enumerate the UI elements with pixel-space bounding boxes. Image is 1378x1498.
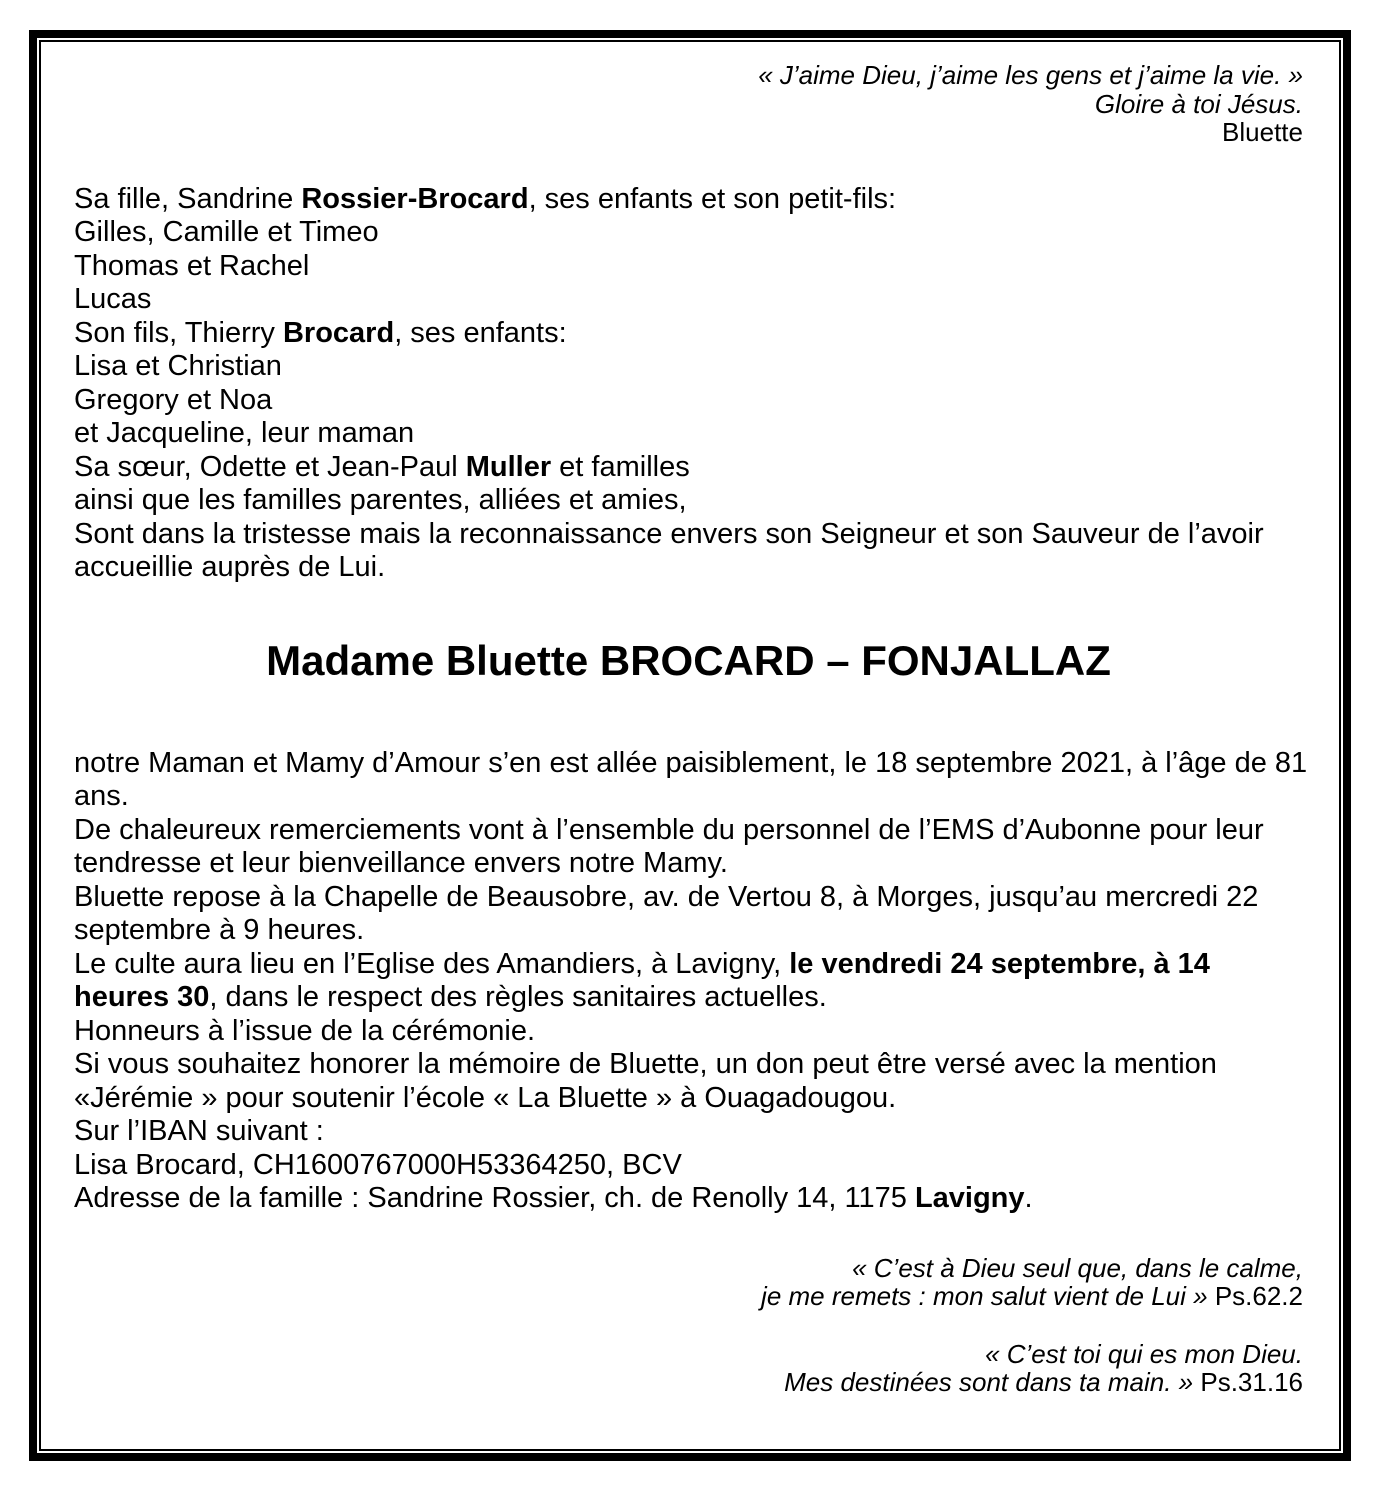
text-line: Lucas — [74, 283, 152, 315]
text-line: Gregory et Noa — [74, 383, 273, 416]
page-title: Madame Bluette BROCARD – FONJALLAZ — [266, 636, 1111, 684]
document-border-frame — [29, 30, 1351, 1461]
text-line: Thomas et Rachel — [74, 249, 310, 282]
text-line: Sur l’IBAN suivant : — [74, 1115, 324, 1147]
text-line: «Jérémie » pour soutenir l’école « La Bluette » à Ouagadougou. — [74, 1081, 897, 1114]
text-line: « C’est toi qui es mon Dieu. — [985, 1338, 1303, 1369]
text-line: Lisa Brocard, CH1600767000H53364250, BCV — [74, 1148, 682, 1181]
text-line: Sont dans la tristesse mais la reconnaissance envers son Seigneur et son Sauveur de l’avoir — [74, 517, 1264, 550]
text-line: tendresse et leur bienveillance envers notre Mamy. — [74, 847, 728, 879]
text-line: ainsi que les familles parentes, alliées et amies, — [74, 484, 687, 516]
text-line: Gilles, Camille et Timeo — [74, 216, 379, 248]
family-list-block — [74, 183, 1303, 585]
opening-quote-block — [74, 61, 1303, 147]
text-line: Bluette repose à la Chapelle de Beausobre, av. de Vertou 8, à Morges, jusqu’au mercredi 22 — [74, 880, 1259, 913]
text-line: Mes destinées sont dans ta main. » Ps.31.16 — [784, 1367, 1303, 1397]
text-line: Sa fille, Sandrine Rossier-Brocard, ses enfants et son petit-fils: — [74, 182, 897, 215]
text-line: De chaleureux remerciements vont à l’ensemble du personnel de l’EMS d’Aubonne pour leur — [74, 813, 1264, 846]
text-line: Son fils, Thierry Brocard, ses enfants: — [74, 316, 567, 349]
text-line: ans. — [74, 780, 129, 812]
text-line: Sa sœur, Odette et Jean-Paul Muller et familles — [74, 450, 690, 483]
text-line: notre Maman et Mamy d’Amour s’en est allée paisiblement, le 18 septembre 2021, à l’âge de 81 — [74, 746, 1308, 779]
document-inner-frame — [39, 40, 1341, 1451]
text-line: Lisa et Christian — [74, 350, 282, 382]
announcement-paragraph — [74, 746, 1308, 1216]
closing-quote-psalm-62 — [74, 1254, 1303, 1311]
text-line: heures 30, dans le respect des règles sanitaires actuelles. — [74, 981, 827, 1013]
text-line: Si vous souhaitez honorer la mémoire de Bluette, un don peut être versé avec la mention — [74, 1048, 1217, 1080]
text-line: je me remets : mon salut vient de Lui » Ps.62.2 — [761, 1281, 1303, 1311]
text-line: Gloire à toi Jésus. — [1094, 88, 1303, 119]
text-line: Bluette — [1222, 117, 1303, 147]
text-line: Adresse de la famille : Sandrine Rossier, ch. de Renolly 14, 1175 Lavigny. — [74, 1182, 1033, 1214]
text-line: « J’aime Dieu, j’aime les gens et j’aime la vie. » — [758, 60, 1303, 90]
text-line: Honneurs à l’issue de la cérémonie. — [74, 1014, 536, 1047]
text-line: accueillie auprès de Lui. — [74, 551, 386, 583]
text-line: Le culte aura lieu en l’Eglise des Amandiers, à Lavigny, le vendredi 24 septembre, à 14 — [74, 947, 1210, 980]
closing-quote-psalm-31 — [74, 1340, 1303, 1397]
text-line: « C’est à Dieu seul que, dans le calme, — [852, 1252, 1303, 1283]
text-line: septembre à 9 heures. — [74, 914, 365, 946]
text-line: et Jacqueline, leur maman — [74, 417, 415, 449]
